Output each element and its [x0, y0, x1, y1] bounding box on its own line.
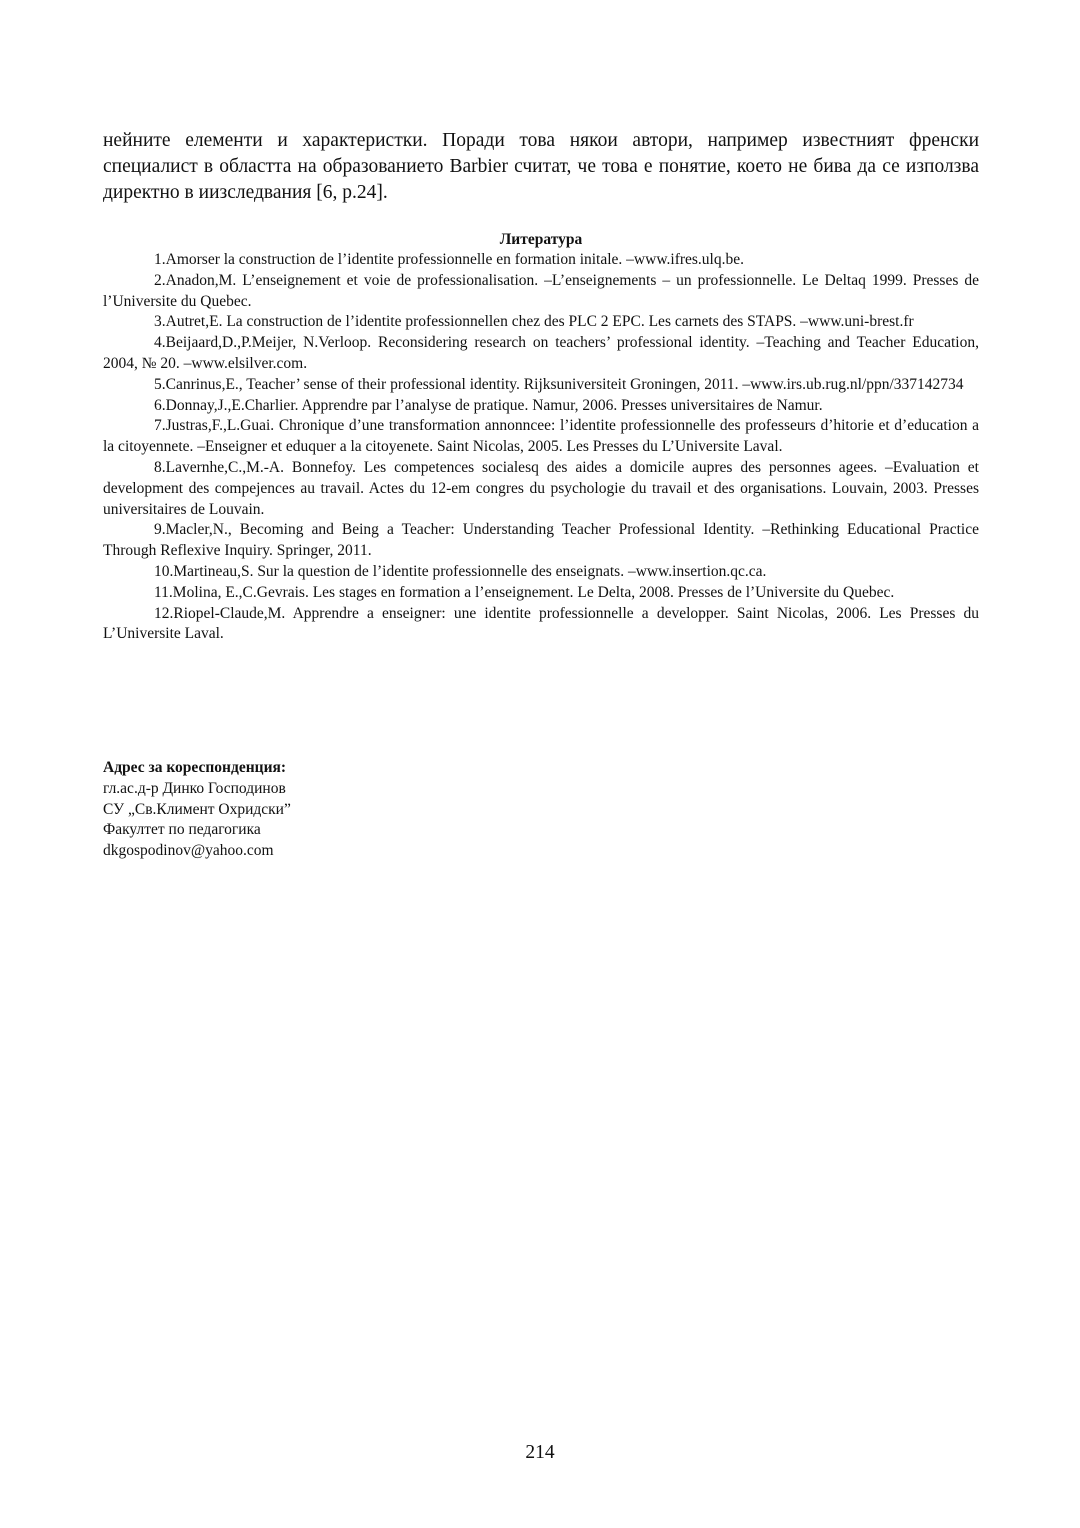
author-email: dkgospodinov@yahoo.com — [103, 842, 274, 860]
reference-item: 6.Donnay,J.,E.Charlier. Apprendre par l’analyse de pratique. Namur, 2006. Presses universitaires de Namur. — [154, 396, 823, 414]
reference-item: 1.Amorser la construction de l’identite professionnelle en formation initale. –www.ifres.ulq.be. — [154, 251, 744, 268]
reference-item: 5.Canrinus,E., Teacher’ sense of their professional identity. Rijksuniversiteit Groningen, 2011. –www.irs.ub.rug.nl/ppn/337142734 — [154, 375, 964, 393]
references-list — [103, 250, 979, 645]
references-heading: Литература — [499, 231, 583, 248]
reference-item: 9.Macler,N., Becoming and Being a Teacher: Understanding Teacher Professional Identity. –Rethinking Educational Practice Through Reflexive Inquiry. Springer, 2011. — [103, 521, 979, 560]
intro-paragraph: нейните елементи и характеристки. Поради това някои автори, например известният френски специалист в областта на образованието Barbier считат, че това е понятие, което не бива да се използва директно в иизследвания [6, p.24]. — [103, 130, 979, 203]
reference-item: 3.Autret,E. La construction de l’identite professionnellen chez des PLC 2 EPC. Les carnets des STAPS. –www.uni-brest.fr — [154, 313, 914, 331]
reference-item: 7.Justras,F.,L.Guai. Chronique d’une transformation annonncee: l’identite professionnelle des professeurs d’hitorie et d’education a la citoyennete. –Enseigner et eduquer a la citoyenete. Saint Nicolas, 2005. Les Presses du L’Universite Laval. — [103, 417, 979, 456]
reference-item: 11.Molina, E.,C.Gevrais. Les stages en formation a l’enseignement. Le Delta, 2008. Presses de l’Universite du Quebec. — [154, 583, 895, 601]
reference-item: 8.Lavernhe,C.,M.-A. Bonnefoy. Les competences socialesq des aides a domicile aupres des personnes agees. –Evaluation et development des compejences au travail. Actes du 12-em congres du psychologie du travail et des organisations. Louvain, 2003. Presses universitaires de Louvain. — [103, 458, 979, 518]
address-label: Адрес за кореспонденция: — [103, 759, 287, 776]
reference-item: 10.Martineau,S. Sur la question de l’identite professionnelle des enseignats. –www.insertion.qc.ca. — [154, 562, 767, 580]
page-number: 214 — [525, 1442, 555, 1463]
reference-item: 2.Anadon,M. L’enseignement et voie de professionalisation. –L’enseignements – un professionnelle. Le Deltaq 1999. Presses de l’Universite du Quebec. — [103, 271, 979, 310]
correspondence-address — [103, 758, 291, 862]
author-faculty: Факултет по педагогика — [103, 821, 261, 839]
reference-item: 4.Beijaard,D.,P.Meijer, N.Verloop. Reconsidering research on teachers’ professional identity. –Teaching and Teacher Education, 2004, № 20. –www.elsilver.com. — [103, 334, 979, 372]
author-name: гл.ас.д-р Динко Господинов — [103, 779, 286, 797]
reference-item: 12.Riopel-Claude,M. Apprendre a enseigner: une identite professionnelle a developper. Saint Nicolas, 2006. Les Presses du L’Universite Laval. — [103, 604, 979, 643]
author-university: СУ „Св.Климент Охридски” — [103, 800, 291, 818]
